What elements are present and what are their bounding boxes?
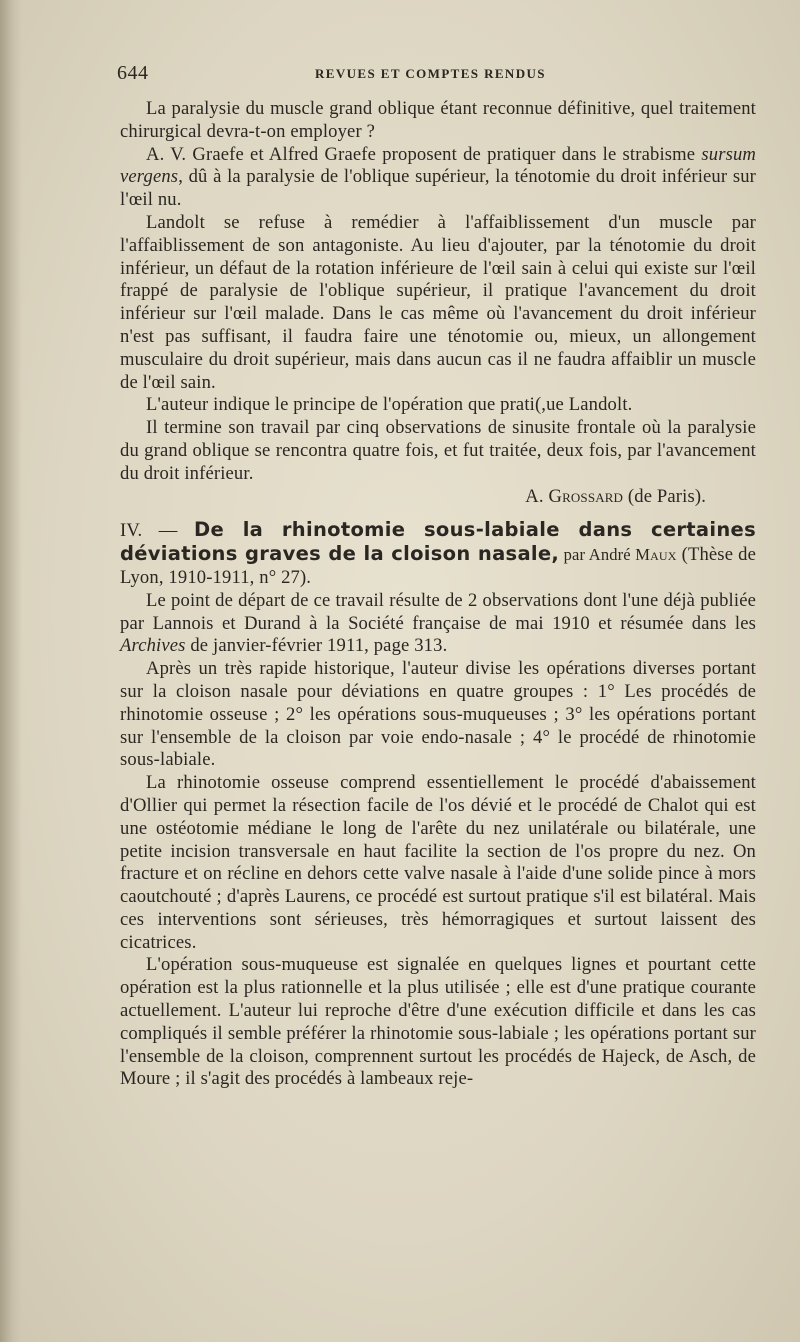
- paragraph: Landolt se refuse à remédier à l'affaiblissement d'un muscle par l'affaiblissement de son antagoniste. Au lieu d'ajouter, par la ténotomie du droit inférieur, un défaut de la rotation inférieure de l'œil sain à celui qui existe sur l'œil frappé de paralysie de l'oblique supérieur, il pratique l'avancement du droit inférieur sur l'œil malade. Dans le cas même où l'avancement du droit inférieur n'est pas suffisant, il faudra faire une ténotomie ou, mieux, un allongement musculaire du droit supérieur, mais dans aucun cas il ne faudra affaiblir un muscle de l'œil sain.: [120, 211, 756, 393]
- paragraph-text: Le point de départ de ce travail résulte de 2 observations dont l'une déjà publiée par Lannois et Durand à la Société française de mai 1910 et résumée dans les: [120, 589, 756, 634]
- paragraph-text: , dû à la paralysie de l'oblique supérieur, la ténotomie du droit inférieur sur l'œil nu.: [120, 166, 756, 211]
- paragraph-text: de janvier-février 1911, page 313.: [185, 635, 448, 657]
- paragraph: [120, 144, 756, 212]
- section-title: De la rhinotomie sous-labiale dans certaines déviations graves de la cloison nasale,: [120, 518, 756, 566]
- paragraph: L'opération sous-muqueuse est signalée en quelques lignes et pourtant cette opération est la plus rationnelle et la plus utilisée ; elle est d'une pratique courante actuellement. L'auteur lui reproche d'être d'une exécution difficile et dans les cas compliqués il semble préférer la rhinotomie sous-labiale ; les opérations portant sur l'ensemble de la cloison, comprennent surtout les procédés de Hajeck, de Asch, de Moure ; il s'agit des procédés à lambeaux reje-: [120, 954, 756, 1090]
- section-number: IV. —: [120, 520, 194, 542]
- paragraph: La paralysie du muscle grand oblique étant reconnue définitive, quel traitement chirurgical devra-t-on employer ?: [120, 98, 756, 142]
- italic-term: sursum vergens: [120, 143, 756, 188]
- section-by: par André: [559, 545, 636, 565]
- section-heading: [120, 519, 756, 589]
- italic-term: Archives: [120, 635, 186, 657]
- paragraph: La rhinotomie osseuse comprend essentiellement le procédé d'abaissement d'Ollier qui permet la résection facile de l'os dévié et le procédé de Chalot qui est une ostéotomie médiane le long de l'arête du nez unilatérale ou bilatérale, une petite incision transversale en haut facilite la section de l'os propre du nez. On fracture et on récline en dehors cette valve nasale à l'aide d'une solide pince à mors caoutchouté ; d'après Laurens, ce procédé est surtout pratique s'il est bilatéral. Mais ces interventions sont sérieuses, très hémorragiques et surtout laissent des cicatrices.: [120, 772, 756, 953]
- paragraph: [120, 590, 756, 658]
- paragraph: Il termine son travail par cinq observations de sinusite frontale où la paralysie du grand oblique se rencontra quatre fois, et fut traitée, deux fois, par l'avancement du droit inférieur.: [120, 417, 756, 484]
- section-author: Maux: [635, 545, 677, 565]
- page-header: [117, 62, 757, 86]
- section-citation: (Thèse de Lyon, 1910-1911, n° 27).: [120, 544, 756, 588]
- signature-place: (de Paris).: [627, 485, 706, 507]
- review-signature: [120, 486, 756, 509]
- paragraph-text: A. V. Graefe et Alfred Graefe proposent de pratiquer dans le strabisme: [146, 143, 702, 165]
- signature-initial: A.: [525, 485, 544, 507]
- page-number: 644: [117, 62, 149, 84]
- body-text: [120, 98, 756, 1091]
- running-head: REVUES ET COMPTES RENDUS: [315, 66, 546, 81]
- paragraph: L'auteur indique le principe de l'opération que prati(,ue Landolt.: [146, 394, 633, 416]
- paragraph: Après un très rapide historique, l'auteur divise les opérations diverses portant sur la cloison nasale pour déviations en quatre groupes : 1° Les procédés de rhinotomie osseuse ; 2° les opérations sous-muqueuses ; 3° les opérations portant sur l'ensemble de la cloison par voie endo-nasale ; 4° le procédé de rhinotomie sous-labiale.: [120, 658, 756, 771]
- signature-name: Grossard: [548, 485, 624, 507]
